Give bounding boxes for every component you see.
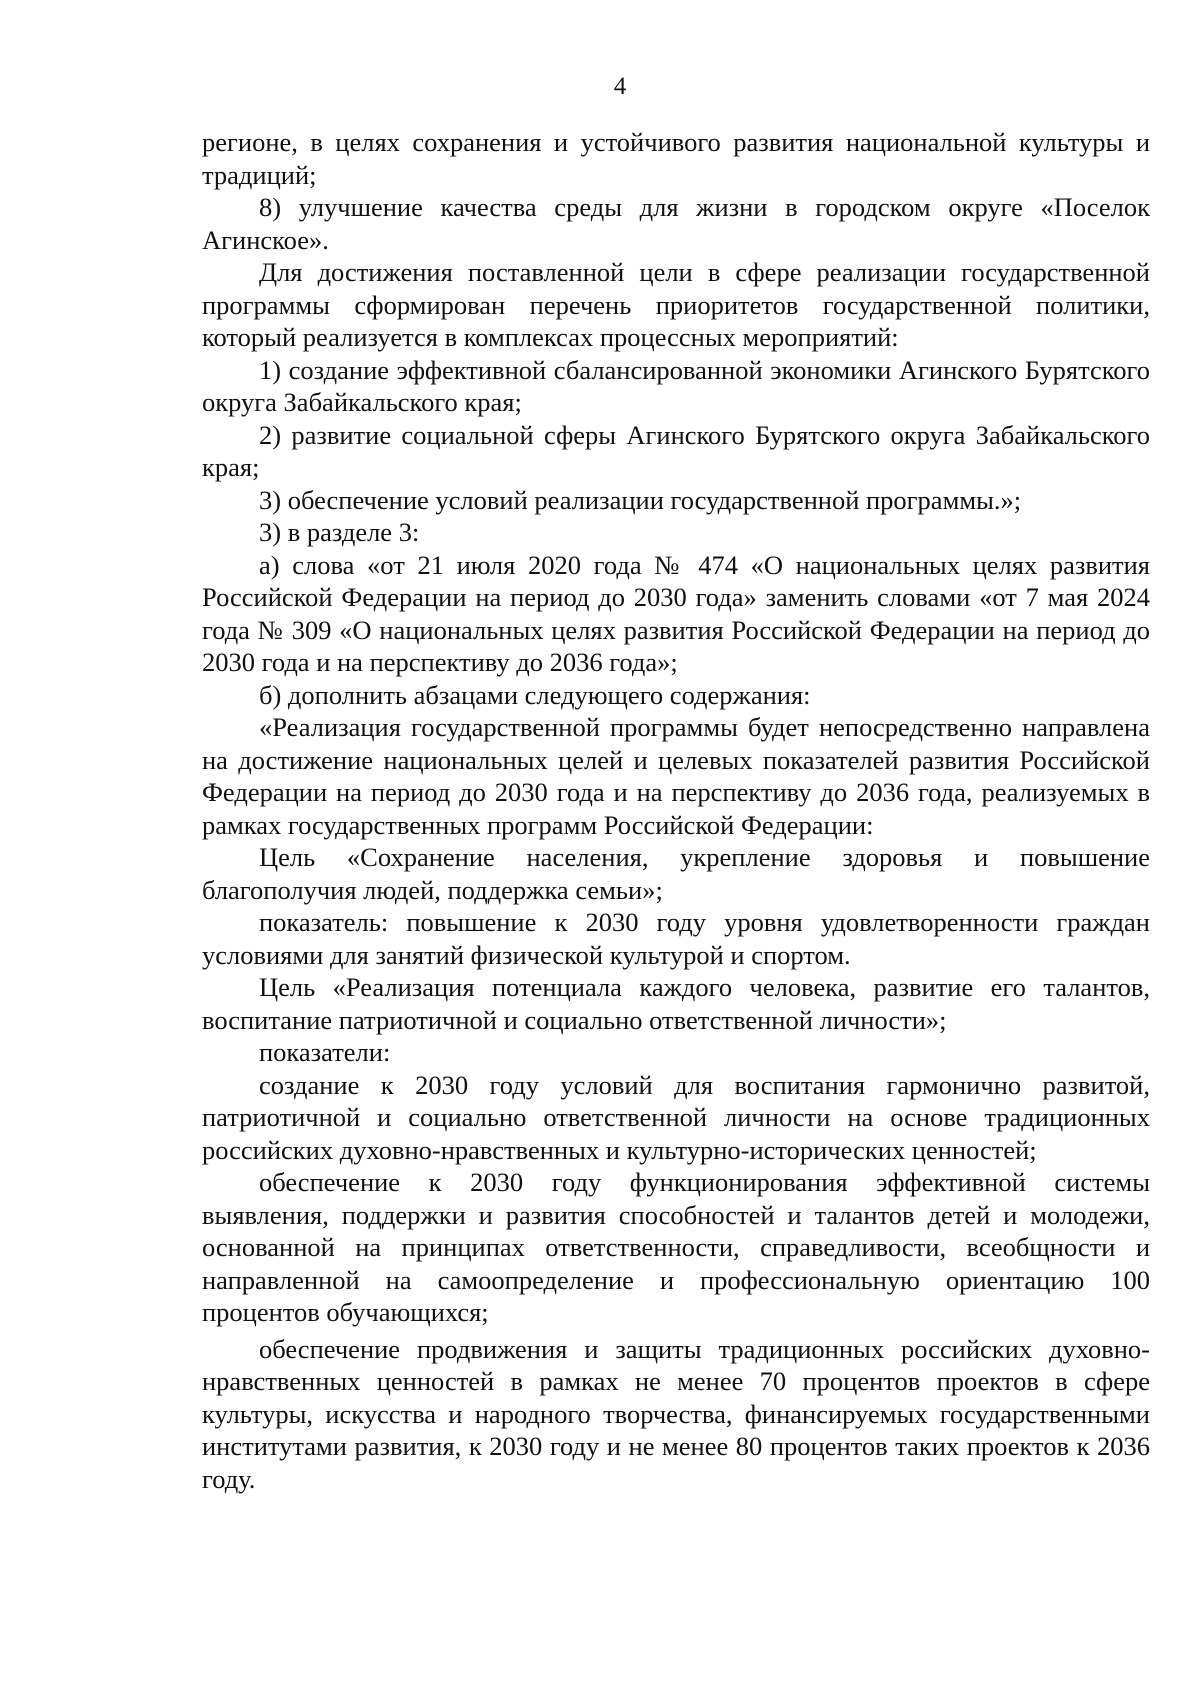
paragraph: обеспечение к 2030 году функционирования эффективной системы выявления, поддержки и развития способностей и талантов детей и молодежи, основанной на принципах ответственности, справедливости, всеобщности и направленной на самоопределение и профессиональную ориентацию 100 процентов обучающихся; bbox=[202, 1167, 1150, 1327]
paragraph: Для достижения поставленной цели в сфере реализации государственной программы сформирован перечень приоритетов государственной политики, который реализуется в комплексах процессных мероприятий: bbox=[202, 257, 1150, 352]
paragraph: 3) обеспечение условий реализации государственной программы.»; bbox=[259, 484, 1022, 515]
paragraph: показатель: повышение к 2030 году уровня удовлетворенности граждан условиями для занятий физической культурой и спортом. bbox=[202, 907, 1150, 970]
paragraph: 2) развитие социальной сферы Агинского Бурятского округа Забайкальского края; bbox=[202, 419, 1150, 482]
paragraph: показатели: bbox=[259, 1037, 391, 1067]
paragraph: Цель «Сохранение населения, укрепление здоровья и повышение благополучия людей, поддержка семьи»; bbox=[202, 842, 1150, 905]
paragraph: 1) создание эффективной сбалансированной экономики Агинского Бурятского округа Забайкальского края; bbox=[202, 354, 1150, 417]
paragraph: Цель «Реализация потенциала каждого человека, развитие его талантов, воспитание патриотичной и социально ответственной личности»; bbox=[202, 972, 1150, 1035]
document-body bbox=[202, 126, 1150, 1495]
paragraph: регионе, в целях сохранения и устойчивого развития национальной культуры и традиций; bbox=[202, 127, 1150, 190]
paragraph: 8) улучшение качества среды для жизни в городском округе «Поселок Агинское». bbox=[202, 192, 1150, 255]
paragraph: 3) в разделе 3: bbox=[259, 517, 420, 547]
paragraph: «Реализация государственной программы будет непосредственно направлена на достижение национальных целей и целевых показателей развития Российской Федерации на период до 2030 года и на перспективу до 2036 года, реализуемых в рамках государственных программ Российской Федерации: bbox=[202, 712, 1150, 840]
paragraph: создание к 2030 году условий для воспитания гармонично развитой, патриотичной и социально ответственной личности на основе традиционных российских духовно-нравственных и культурно-исторических ценностей; bbox=[202, 1069, 1150, 1165]
page-number: 4 bbox=[613, 73, 627, 100]
paragraph: б) дополнить абзацами следующего содержания: bbox=[259, 679, 811, 710]
paragraph: обеспечение продвижения и защиты традиционных российских духовно-нравственных ценностей в рамках не менее 70 процентов проектов в сфере культуры, искусства и народного творчества, финансируемых государственными институтами развития, к 2030 году и не менее 80 процентов таких проектов к 2036 году. bbox=[202, 1333, 1150, 1494]
paragraph: а) слова «от 21 июля 2020 года № 474 «О национальных целях развития Российской Федерации на период до 2030 года» заменить словами «от 7 мая 2024 года № 309 «О национальных целях развития Российской Федерации на период до 2030 года и на перспективу до 2036 года»; bbox=[202, 549, 1150, 677]
